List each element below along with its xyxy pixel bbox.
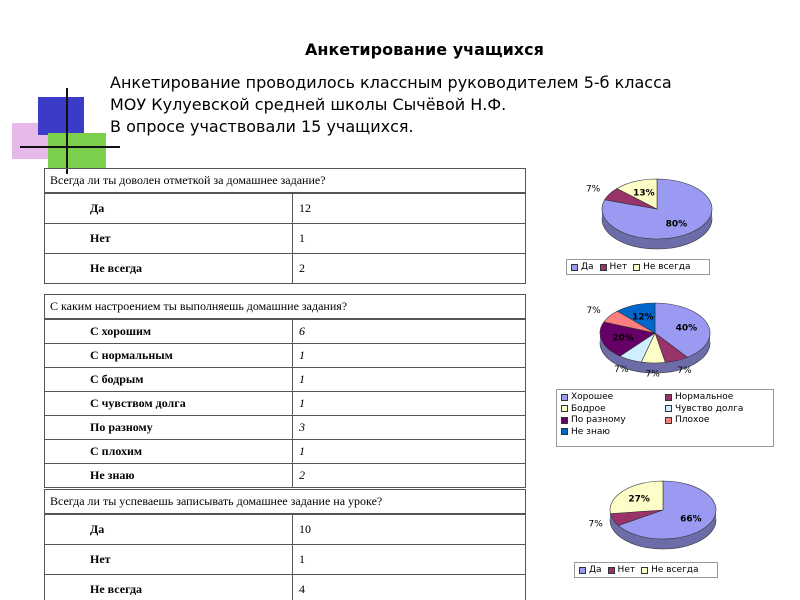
- pie-3-data-label: 66%: [680, 514, 702, 525]
- question-text: С каким настроением ты выполняешь домашние задания?: [45, 295, 525, 319]
- pie-2-data-label: 40%: [675, 323, 698, 334]
- answer-count: 12: [299, 201, 311, 215]
- legend-swatch: [665, 394, 672, 401]
- legend-item: [665, 392, 763, 402]
- legend-item: [665, 415, 763, 425]
- subtitle-line: Анкетирование проводилось классным руководителем 5-б класса: [110, 73, 672, 92]
- legend-swatch: [561, 405, 568, 412]
- page-title: Анкетирование учащихся: [305, 40, 544, 59]
- legend-item: [561, 404, 659, 414]
- legend-label: Бодрое: [571, 403, 606, 414]
- pie-2-legend: [556, 389, 774, 447]
- answer-count: 1: [299, 552, 305, 566]
- pie-1-data-label: 7%: [585, 184, 601, 195]
- answer-count: 10: [299, 522, 311, 536]
- answer-count: 1: [299, 396, 305, 410]
- answer-label: С бодрым: [45, 368, 293, 391]
- answer-count: 1: [299, 372, 305, 386]
- subtitle-line: В опросе участвовали 15 учащихся.: [110, 117, 414, 136]
- answer-count: 1: [299, 348, 305, 362]
- answer-count: 3: [299, 420, 305, 434]
- legend-swatch: [571, 264, 578, 271]
- answer-label: Не знаю: [45, 464, 293, 487]
- legend-swatch: [579, 567, 586, 574]
- legend-swatch: [665, 417, 672, 424]
- answer-label: С чувством долга: [45, 392, 293, 415]
- legend-label: По разному: [571, 415, 626, 425]
- answer-label: Да: [45, 194, 293, 223]
- answer-label: Не всегда: [45, 575, 293, 600]
- legend-label: Да: [589, 565, 602, 575]
- answer-count: 1: [299, 444, 305, 458]
- legend-swatch: [633, 264, 640, 271]
- legend-label: Нормальное: [675, 392, 734, 402]
- answer-count: 6: [299, 324, 305, 338]
- legend-item: [600, 262, 628, 272]
- legend-swatch: [641, 567, 648, 574]
- legend-swatch: [608, 567, 615, 574]
- legend-item: [608, 565, 636, 575]
- pie-2-data-label: 12%: [632, 312, 654, 323]
- pie-1-legend: [566, 259, 710, 275]
- answer-label: Да: [45, 515, 293, 544]
- answer-label: С нормальным: [45, 344, 293, 367]
- answer-label: По разному: [45, 416, 293, 439]
- answer-count: 2: [299, 261, 305, 275]
- legend-label: Да: [581, 262, 594, 272]
- pie-2-data-label: 7%: [586, 306, 601, 317]
- pie-3-data-label: 27%: [628, 494, 650, 505]
- answer-label: Нет: [45, 224, 293, 253]
- legend-label: Не всегда: [643, 262, 691, 272]
- legend-item: [633, 262, 690, 272]
- pie-2-data-label: 7%: [677, 366, 692, 377]
- legend-item: [641, 565, 698, 575]
- answer-label: Нет: [45, 545, 293, 574]
- legend-swatch: [665, 405, 672, 412]
- pie-2-data-label: 7%: [614, 365, 629, 376]
- legend-label: Хорошее: [571, 392, 614, 402]
- legend-label: Не знаю: [571, 426, 610, 437]
- question-text: Всегда ли ты успеваешь записывать домашнее задание на уроке?: [45, 490, 525, 514]
- legend-swatch: [600, 264, 607, 271]
- legend-label: Не всегда: [651, 565, 699, 575]
- legend-swatch: [561, 428, 568, 435]
- answer-label: С хорошим: [45, 320, 293, 343]
- answer-count: 4: [299, 582, 305, 596]
- subtitle-line: МОУ Кулуевской средней школы Сычёвой Н.Ф.: [110, 95, 507, 114]
- legend-item: [561, 427, 659, 437]
- pie-3-data-label: 7%: [588, 519, 603, 530]
- legend-label: Плохое: [675, 415, 710, 425]
- pie-1-data-label: 80%: [665, 219, 688, 230]
- pie-2-data-label: 7%: [645, 369, 660, 380]
- legend-item: [561, 392, 659, 402]
- legend-item: [579, 565, 602, 575]
- question-text: Всегда ли ты доволен отметкой за домашнее задание?: [45, 169, 525, 193]
- answer-count: 1: [299, 231, 305, 245]
- pie-1-data-label: 13%: [633, 188, 655, 199]
- legend-item: [571, 262, 594, 272]
- legend-swatch: [561, 417, 568, 424]
- answer-label: Не всегда: [45, 254, 293, 283]
- legend-item: [665, 404, 763, 414]
- answer-count: 2: [299, 468, 305, 482]
- legend-label: Нет: [609, 262, 628, 272]
- pie-3-legend: [574, 562, 718, 578]
- pie-2-data-label: 20%: [612, 333, 634, 344]
- legend-item: [561, 415, 659, 425]
- answer-label: С плохим: [45, 440, 293, 463]
- legend-label: Чувство долга: [675, 403, 744, 414]
- legend-swatch: [561, 394, 568, 401]
- legend-label: Нет: [617, 565, 636, 575]
